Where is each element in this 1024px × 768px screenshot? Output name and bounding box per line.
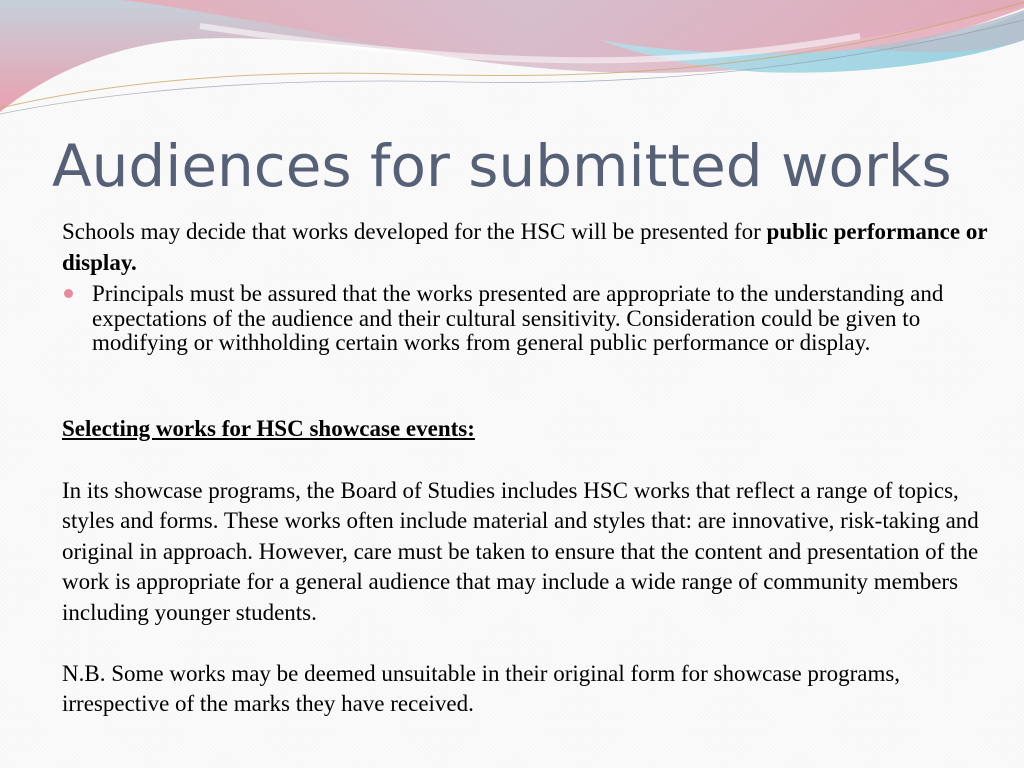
slide-title: Audiences for submitted works [52, 132, 952, 200]
body-paragraph: In its showcase programs, the Board of Studies includes HSC works that reflect a range of topics, styles and forms. These works often include material and styles that: are innovative, risk-taking and original in approach. However, care must be taken to ensure that the content and presentation of the work is appropriate for a general audience that may include a wide range of community members including younger students. [62, 478, 979, 625]
intro-text: Schools may decide that works developed for the HSC will be presented for [62, 219, 767, 244]
intro-bold-text: public performance or display. [62, 219, 988, 275]
intro-paragraph [62, 216, 992, 278]
section-heading: Selecting works for HSC showcase events: [62, 416, 475, 441]
header-wave-decoration [0, 0, 1024, 130]
bullet-list [62, 282, 962, 356]
bullet-item [62, 282, 962, 356]
note-paragraph: N.B. Some works may be deemed unsuitable in their original form for showcase programs, irrespective of the marks they have received. [62, 661, 901, 717]
bullet-dot-icon [64, 289, 73, 298]
bullet-text: Principals must be assured that the works presented are appropriate to the understanding and expectations of the audience and their cultural sensitivity. Consideration could be given to modifying or withholding certain works from general public performance or display. [92, 281, 944, 355]
